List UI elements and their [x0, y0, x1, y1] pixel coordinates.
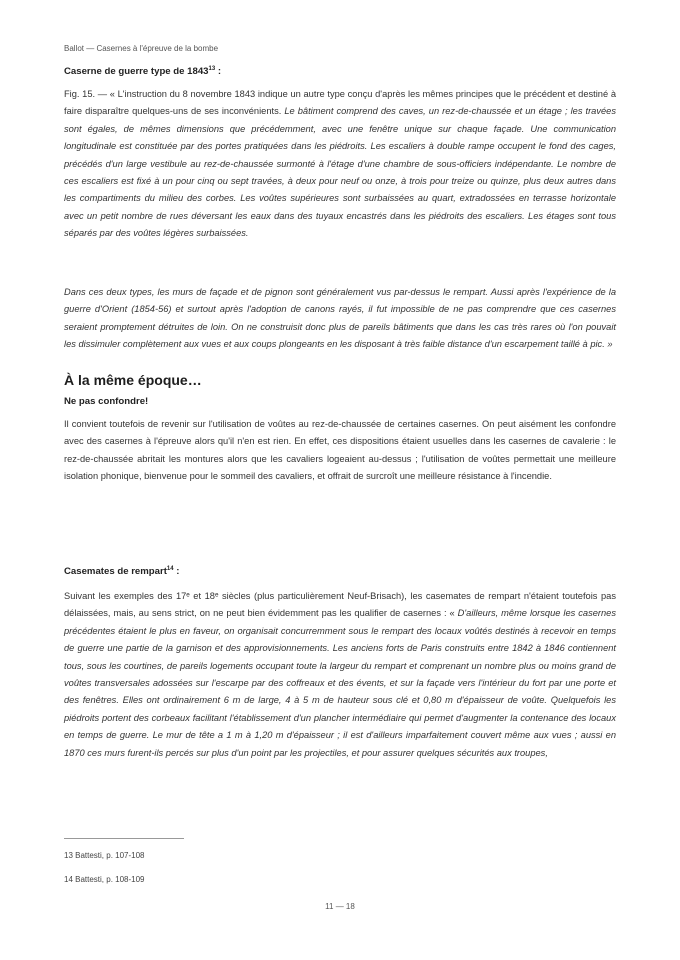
paragraph-casemates	[64, 588, 616, 762]
subsection-title: Ne pas confondre!	[64, 396, 149, 407]
section-barrack-1843	[64, 66, 616, 77]
running-header: Ballot — Casernes à l'épreuve de la bombe	[64, 44, 219, 53]
section-title-text: Caserne de guerre type de 1843	[64, 66, 209, 77]
body-text: Il convient toutefois de revenir sur l'utilisation de voûtes au rez-de-chaussée de certaines casernes. On peut aisément les confondre avec des casernes à l'épreuve alors qu'il n'en est rien. En effet, ces dispositions étaient usuelles dans les casernes de cavalerie : le rez-de-chaussée abritait les montures alors que les cavaliers logeaient au-dessus ; l'utilisation de voûtes permettait une meilleure isolation phonique, bienvenue pour le sommeil des cavaliers, et offrait de surcroît une meilleure résistance à l'incendie.	[64, 419, 616, 482]
subsection-do-not-confuse	[64, 396, 616, 407]
quoted-text: Dans ces deux types, les murs de façade et de pignon sont généralement vus par-dessus le rempart. Aussi après l'expérience de la guerre d'Orient (1854-56) et surtout après l'adoption de canons rayés, il fut impossible de ne pas comprendre que ces casernes seraient promptement détruites de loin. On ne construisit donc plus de pareils bâtiments que dans les cas très rares où l'on pouvait les dissimuler complètement aux vues et aux coups plongeants en les disposant à très faible distance d'un escarpement taillé à pic. »	[64, 287, 616, 350]
footnote-13: 13 Battesti, p. 107-108	[64, 851, 145, 860]
footnote-14: 14 Battesti, p. 108-109	[64, 875, 145, 884]
quoted-text: Le bâtiment comprend des caves, un rez-de-chaussée et un étage ; les travées sont égales, de mêmes dimensions que précédemment, avec une fenêtre unique sur chaque façade. Une communication longitudinale est constituée par des portes pratiquées dans les piédroits. Les escaliers à double rampe occupent le fond des cages, précédés d'un large vestibule au rez-de-chaussée surmonté à l'étage d'une chambre de sous-officiers indépendante. Le nombre de ces escaliers est fixé à un pour cinq ou sept travées, à deux pour neuf ou onze, à trois pour treize ou quinze, plus deux autres dans les compartiments du milieu des corbes. Les voûtes supérieures sont surbaissées au quart, extradossées en terrasse horizontale avec un petit nombre de rues déversant les eaux dans des tuyaux encastrés dans les piédroits des escaliers. Les étages sont tous séparés par des voûtes légères surbaissées.	[64, 106, 616, 239]
page-number: 11 — 18	[325, 902, 355, 911]
section-title-text: Casemates de rempart	[64, 566, 167, 577]
paragraph-cavalry	[64, 416, 616, 486]
footnote-ref[interactable]: 13	[208, 65, 216, 72]
section-title: Caserne de guerre type de 1843$^{13}$ :	[64, 65, 222, 77]
section-title: Casemates de rempart$^{14}$ :	[64, 565, 180, 577]
section-rampart-casemates	[64, 566, 616, 577]
paragraph-lead: Suivant les exemples des 17ᵉ et 18ᵉ siècles (plus particulièrement Neuf-Brisach), les casemates de rempart n'étaient toutefois pas délaissées, mais, au sens strict, on ne peut bien évidemment pas les qualifier de casernes : «	[64, 591, 616, 619]
section-same-era	[64, 372, 616, 388]
paragraph-instruction-1843	[64, 86, 616, 243]
footnote-divider	[64, 838, 184, 839]
section-heading: À la même époque…	[64, 372, 202, 388]
quoted-text: D'ailleurs, même lorsque les casernes précédentes étaient le plus en faveur, on organisait concurremment sous le rempart des locaux voûtés destinés à recevoir en temps de guerre une partie de la garnison et des approvisionnements. Les anciens forts de Paris construits entre 1842 à 1846 contiennent tous, sous les courtines, de pareils logements occupant toute la largeur du rempart et comprenant un nombre plus ou moins grand de voûtes transversales adossées sur l'escarpe par des coffreaux et des évents, et sur la façade vers l'intérieur du fort par une porte et des fenêtres. Elles ont ordinairement 6 m de large, 4 à 5 m de hauteur sous clé et 0,80 m d'épaisseur de voûte. Quelquefois les piédroits portent des corbeaux facilitant l'établissement d'un plancher intermédiaire qui permet d'augmenter la contenance des locaux en temps de guerre. Le mur de tête a 1 m à 1,20 m d'épaisseur ; il est d'ailleurs imparfaitement couvert même aux vues ; aussi en 1870 ces murs furent-ils percés sur plus d'un point par les projectiles, et pour assurer quelques sécurités aux troupes,	[64, 608, 616, 758]
paragraph-two-types	[64, 284, 616, 354]
footnote-ref[interactable]: 14	[166, 565, 174, 572]
paragraph-lead: Fig. 15. — « L'instruction du 8 novembre 1843 indique un autre type conçu d'après les mêmes principes que le précédent et destiné à faire disparaître quelques-uns de ses inconvénients.	[64, 89, 616, 117]
